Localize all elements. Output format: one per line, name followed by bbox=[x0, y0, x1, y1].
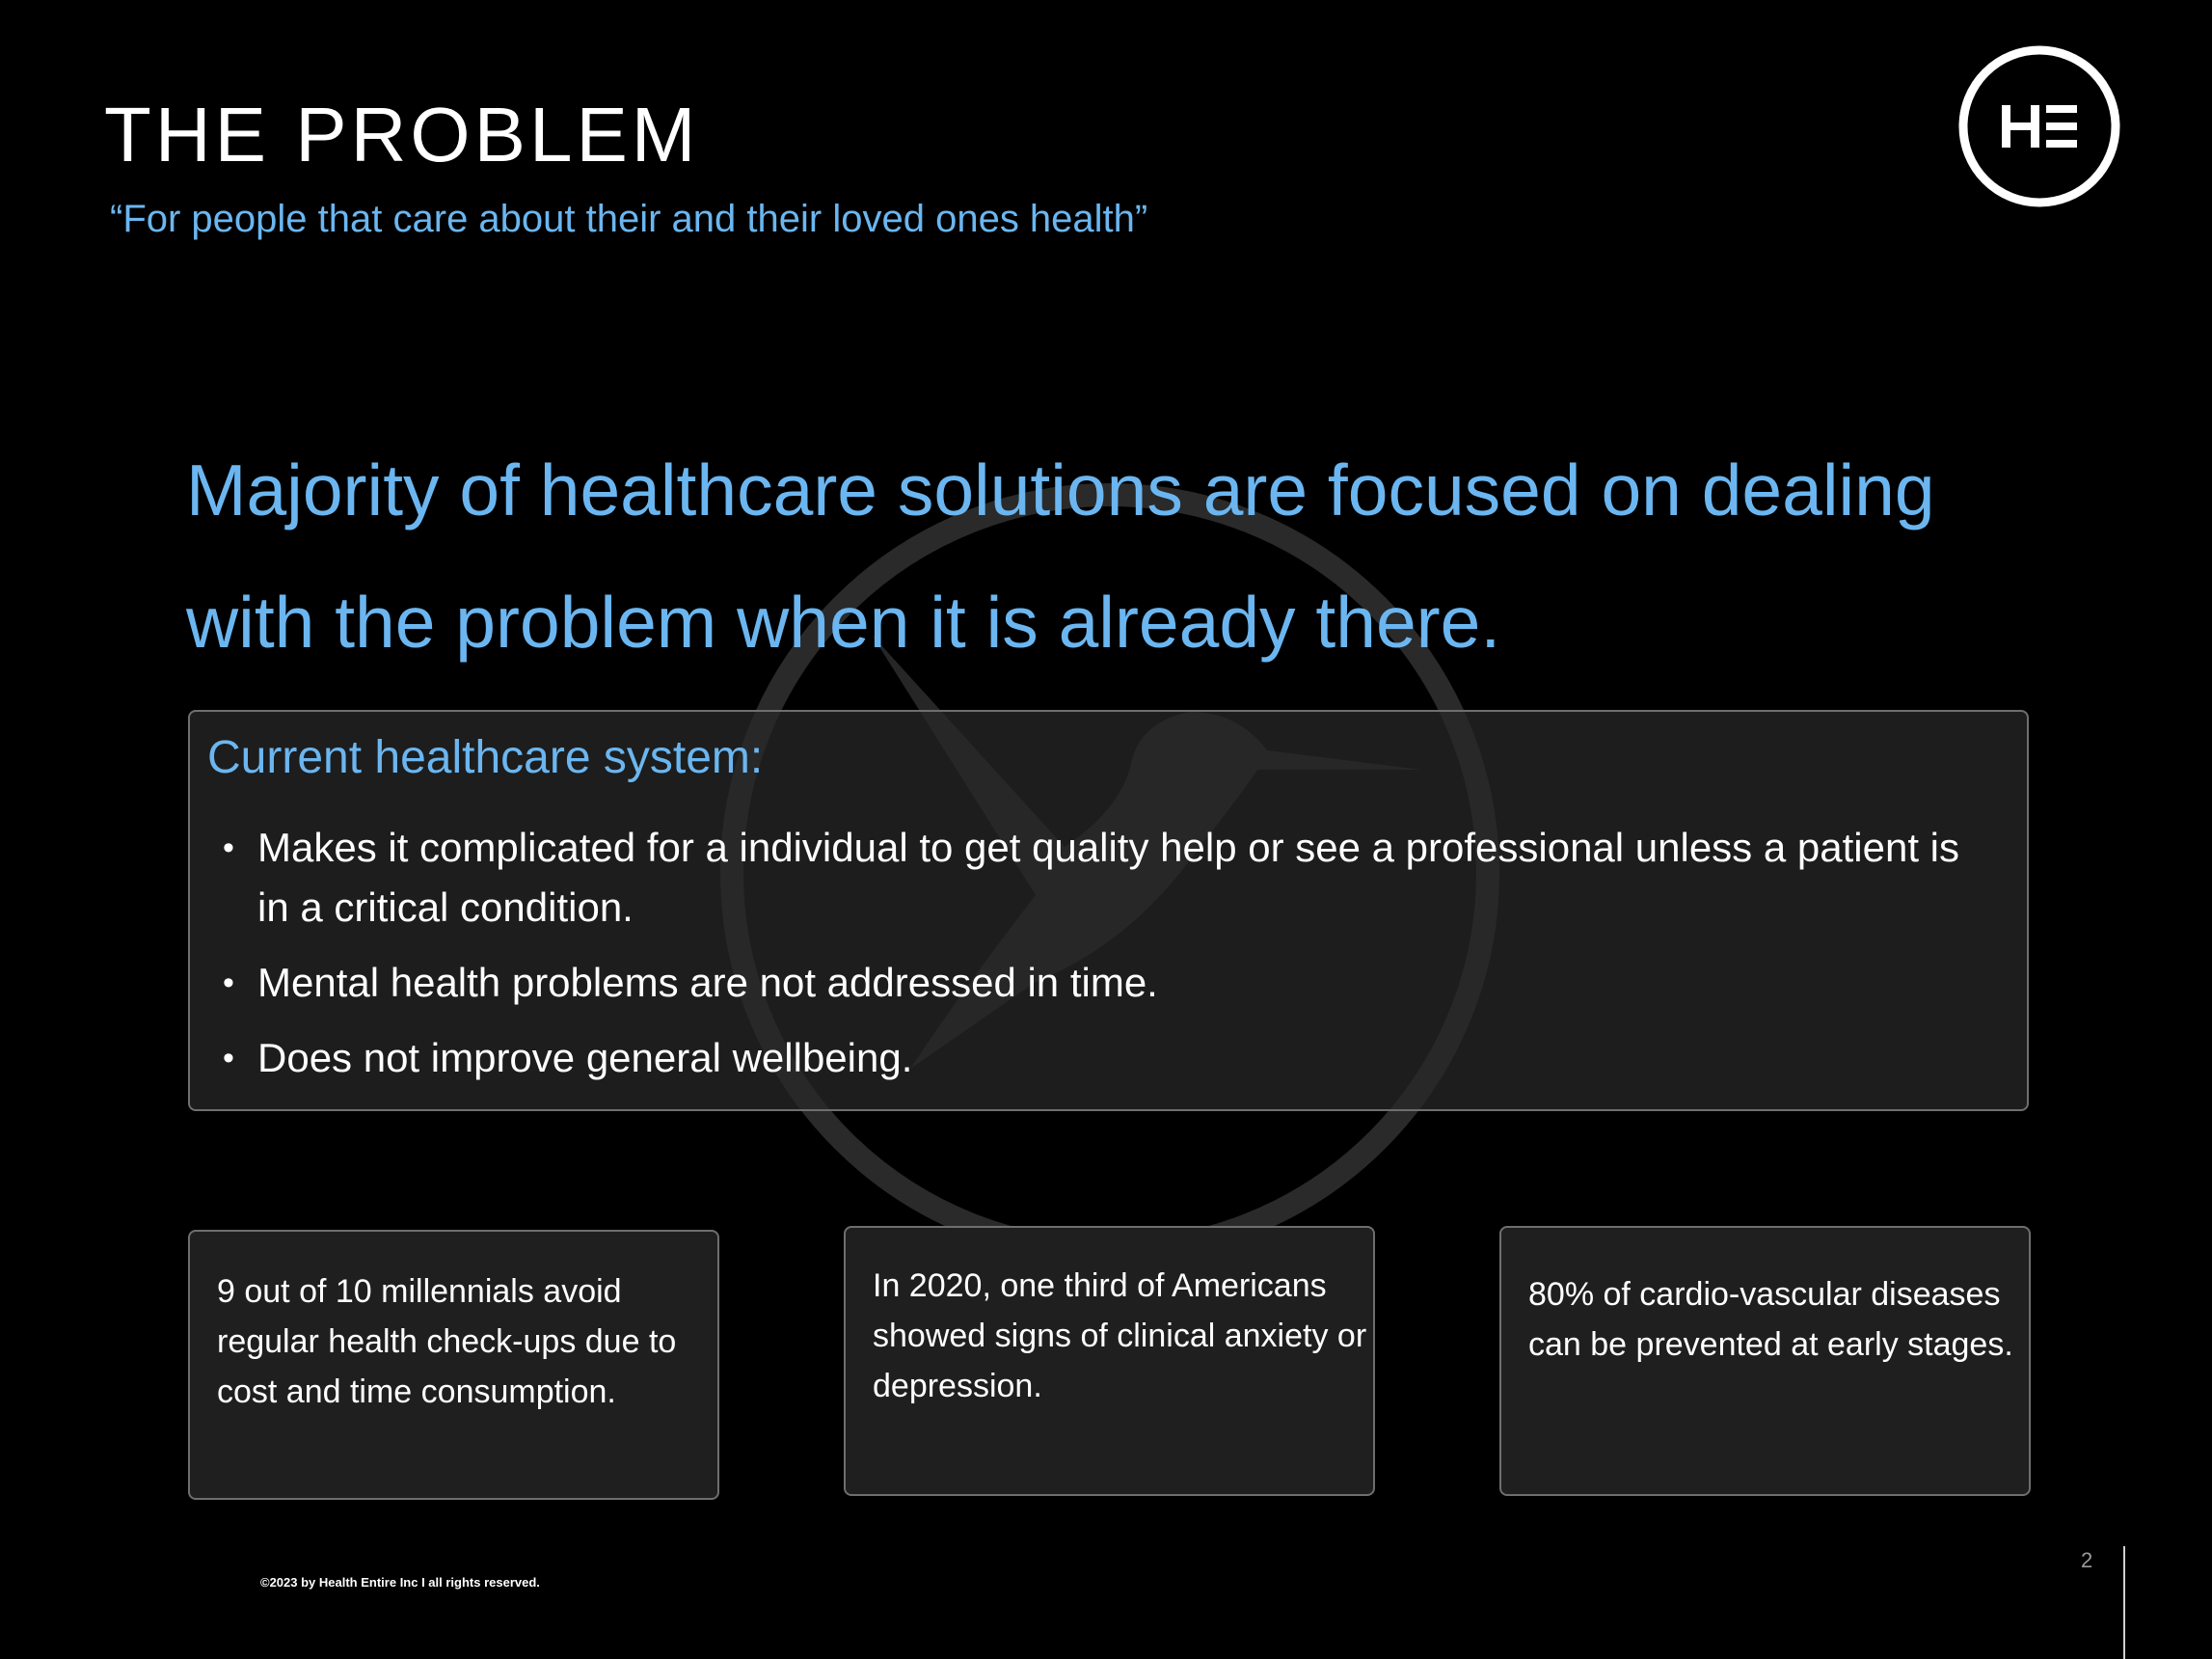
stat-box-millennials bbox=[188, 1230, 719, 1500]
footer-copyright: ©2023 by Health Entire Inc I all rights reserved. bbox=[260, 1575, 540, 1590]
he-logo-icon bbox=[1957, 44, 2121, 208]
stat-box-cardio bbox=[1499, 1226, 2031, 1496]
page-title: THE PROBLEM bbox=[104, 92, 700, 177]
bullet-item: • Mental health problems are not addressed in time. bbox=[257, 953, 1993, 1013]
stat-text: In 2020, one third of Americans showed signs of clinical anxiety or depression. bbox=[873, 1267, 1367, 1404]
stat-text: 9 out of 10 millennials avoid regular health check-ups due to cost and time consumption. bbox=[217, 1273, 677, 1410]
current-system-box bbox=[188, 710, 2029, 1111]
bullet-item: • Makes it complicated for a individual to get quality help or see a professional unless a patient is in a critical condition. bbox=[257, 818, 1993, 938]
tagline: “For people that care about their and their loved ones health” bbox=[110, 198, 1148, 240]
stat-box-anxiety bbox=[844, 1226, 1375, 1496]
headline: Majority of healthcare solutions are focused on dealing with the problem when it is already there. bbox=[186, 449, 1935, 663]
system-heading: Current healthcare system: bbox=[207, 732, 764, 783]
system-bullet-list bbox=[257, 818, 1993, 1103]
page-divider-line bbox=[2123, 1546, 2125, 1659]
stat-text: 80% of cardio-vascular diseases can be prevented at early stages. bbox=[1528, 1276, 2013, 1363]
bullet-item: • Does not improve general wellbeing. bbox=[257, 1028, 1993, 1088]
page-number: 2 bbox=[2081, 1548, 2093, 1572]
